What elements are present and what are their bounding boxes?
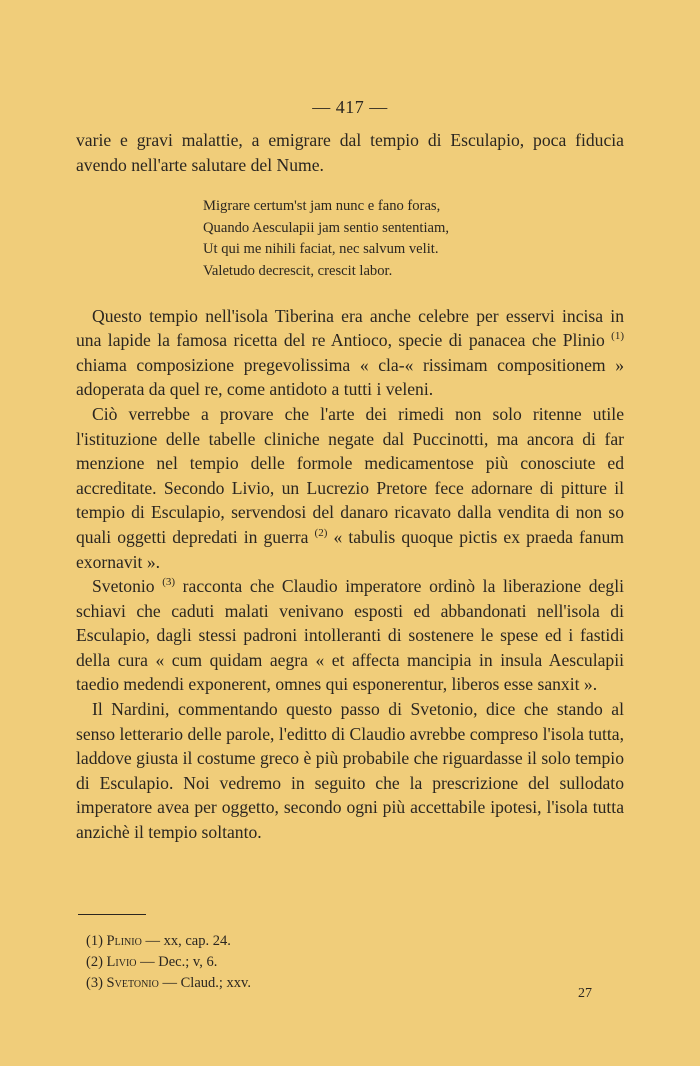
paragraph-text: Il Nardini, commentando questo passo di Svetonio, dice che stando al senso letterario delle parole, l'editto di Claudio avrebbe compreso l'isola tutta, laddove giusta il costume greco è più probabile che riguardasse il solo tempio di Esculapio. Noi vedremo in seguito che la prescrizione del sullodato imperatore avea per oggetto, secondo ogni più accettabile ipotesi, l'isola tutta anzichè il tempio soltanto. [76, 699, 624, 843]
paragraph-text: Ciò verrebbe a provare che l'arte dei rimedi non solo ritenne utile l'istituzione delle tabelle cliniche negate dal Puccinotti, ma ancora di far menzione nel tempio delle formole medicamentose più conosciute ed accreditate. Secondo Livio, un Lucrezio Pretore fece adornare di pitture il tempio di Esculapio, servendosi del danaro ricavato dalla vendita di non so quali oggetti depredati in guerra [76, 403, 624, 547]
footnote-number: (1) [86, 933, 103, 949]
quote-line: Quando Aesculapii jam sentio sententiam, [203, 219, 450, 236]
intro-paragraph: varie e gravi malattie, a emigrare dal tempio di Esculapio, poca fiducia avendo nell'arte salutare del Nume. [76, 130, 624, 175]
footnote-citation: — Claud.; xxv. [162, 975, 251, 991]
paragraph-text: Svetonio [92, 576, 163, 597]
main-text [76, 128, 624, 845]
quote-line: Migrare certum'st jam nunc e fano foras, [203, 198, 441, 215]
footnote-author: Svetonio [106, 975, 159, 991]
footnote-reference: (3) [162, 576, 176, 589]
footnote-reference: (1) [611, 330, 624, 343]
footnote-citation: — Dec.; v, 6. [140, 954, 218, 970]
paragraph [76, 574, 624, 697]
printer-signature-mark: 27 [578, 986, 592, 1001]
footnote-number: (3) [86, 975, 103, 991]
paragraph-text: « tabulis quoque pictis ex praeda fanum exornavit ». [76, 526, 624, 572]
paragraph-text: chiama composizione pregevolissima « cla-« rissimam compositionem » adoperata da quel re, come antidoto a tutti i veleni. [76, 354, 624, 400]
page-number: — 417 — [312, 97, 388, 117]
quote-line: Valetudo decrescit, crescit labor. [203, 262, 393, 279]
paragraph-text: racconta che Claudio imperatore ordinò la liberazione degli schiavi che caduti malati venivano esposti ed abbandonati nell'isola di Esculapio, dagli stessi padroni intolleranti di sostenere le spese ed i fastidi della cura « cum quidam aegra « et affecta mancipia in insula Aesculapii taedio medendi exponerent, omnes qui esponerentur, liberos esse sanxit ». [76, 576, 624, 695]
paragraph [76, 697, 624, 845]
footnote-number: (2) [86, 954, 103, 970]
footnote-author: Livio [106, 954, 137, 970]
paragraph [76, 402, 624, 574]
latin-quote [203, 196, 624, 282]
paragraph [76, 304, 624, 402]
footnote-author: Plinio [106, 933, 142, 949]
footnote [86, 931, 251, 952]
quote-line: Ut qui me nihili faciat, nec salvum velit. [203, 241, 439, 258]
footnote [86, 973, 251, 994]
footnote [86, 952, 251, 973]
footnote-reference: (2) [314, 527, 328, 540]
footnote-divider [78, 914, 146, 915]
paragraph-text: Questo tempio nell'isola Tiberina era anche celebre per esservi incisa in una lapide la famosa ricetta del re Antioco, specie di panacea che Plinio [76, 305, 624, 351]
footnote-citation: — xx, cap. 24. [145, 933, 231, 949]
footnotes [86, 931, 251, 994]
